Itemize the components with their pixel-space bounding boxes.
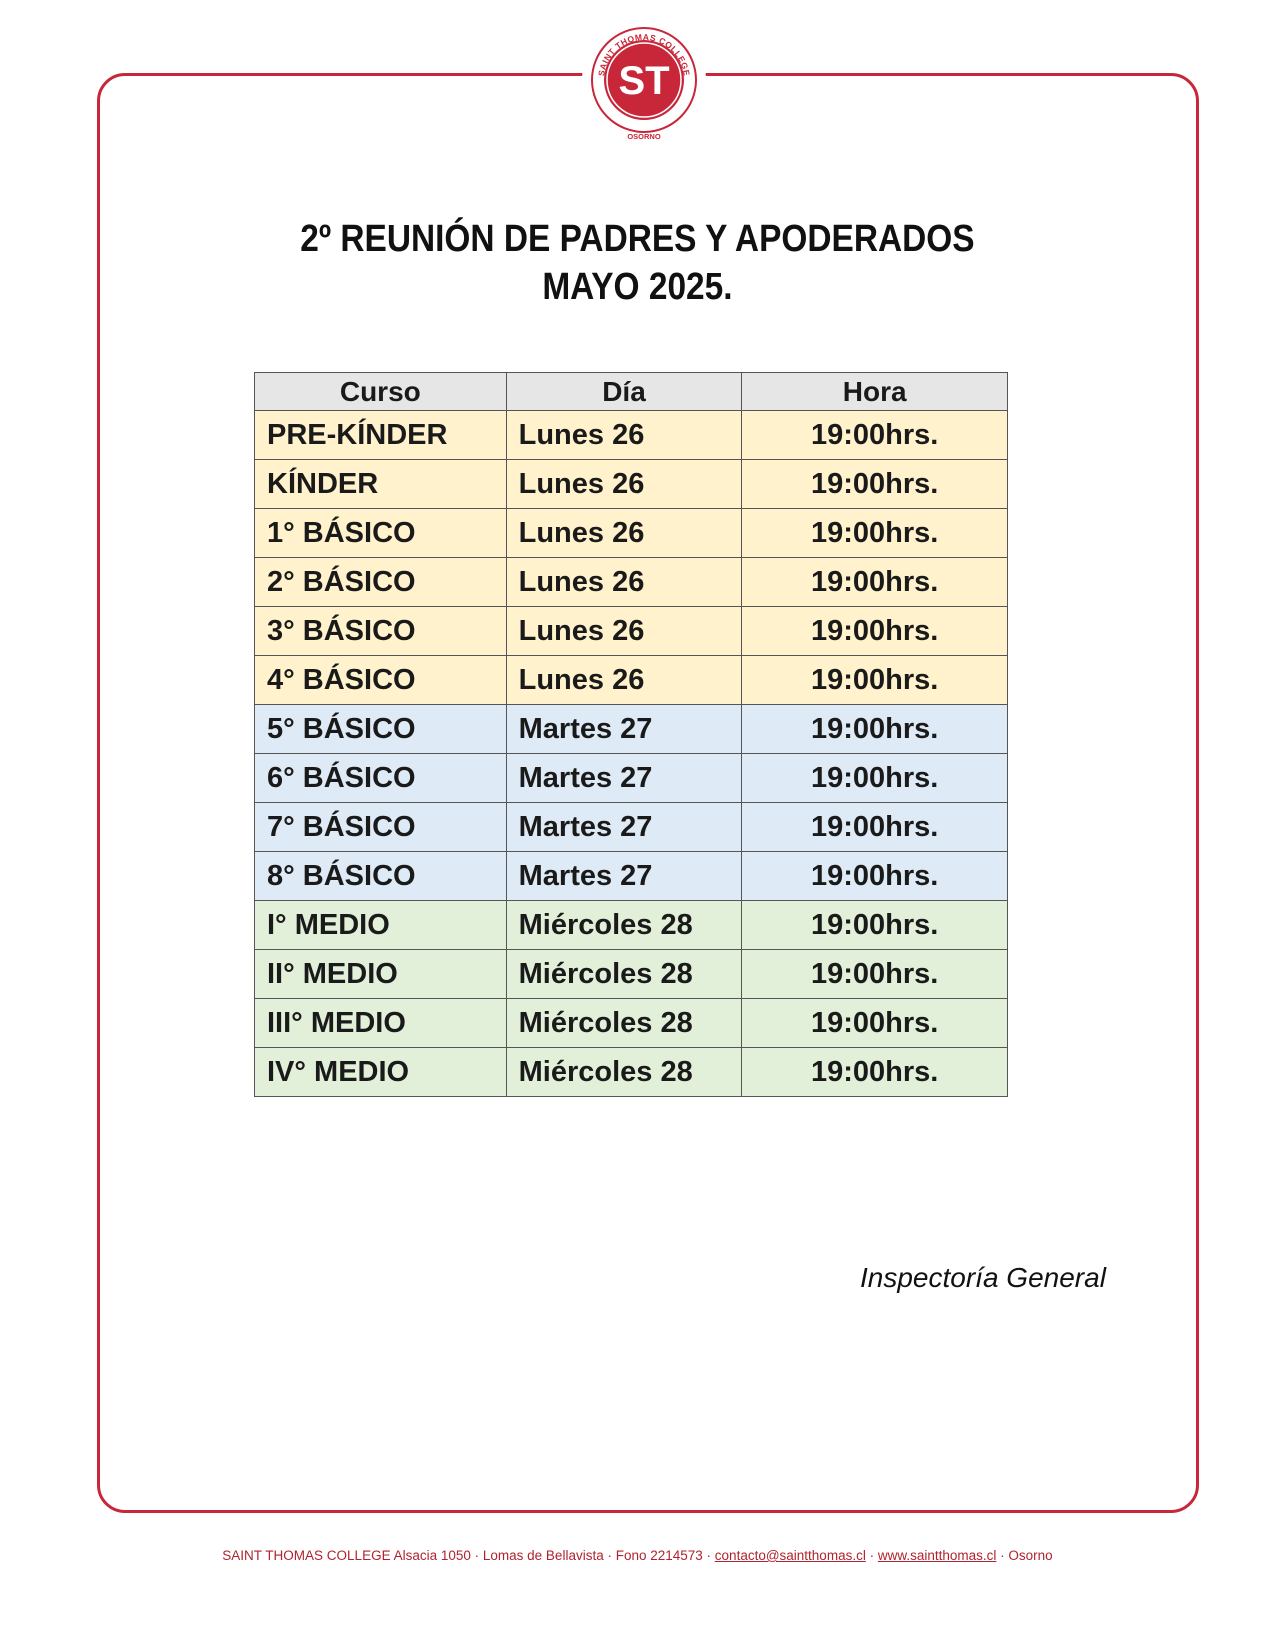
cell-curso: 8° BÁSICO bbox=[255, 852, 507, 901]
cell-curso: I° MEDIO bbox=[255, 901, 507, 950]
cell-curso: IV° MEDIO bbox=[255, 1048, 507, 1097]
header-dia: Día bbox=[506, 373, 742, 411]
footer-college: SAINT THOMAS COLLEGE bbox=[222, 1548, 391, 1563]
table-row bbox=[255, 558, 1008, 607]
table-row bbox=[255, 901, 1008, 950]
table-row bbox=[255, 754, 1008, 803]
cell-curso: KÍNDER bbox=[255, 460, 507, 509]
cell-hora: 19:00hrs. bbox=[742, 705, 1008, 754]
footer-address: Alsacia 1050 · Lomas de Bellavista · Fono 2214573 · bbox=[393, 1548, 712, 1563]
cell-dia: Martes 27 bbox=[506, 852, 742, 901]
table-row bbox=[255, 950, 1008, 999]
header-hora: Hora bbox=[742, 373, 1008, 411]
cell-hora: 19:00hrs. bbox=[742, 950, 1008, 999]
cell-hora: 19:00hrs. bbox=[742, 999, 1008, 1048]
cell-curso: 5° BÁSICO bbox=[255, 705, 507, 754]
college-seal-icon bbox=[582, 18, 706, 142]
cell-hora: 19:00hrs. bbox=[742, 656, 1008, 705]
table-header-row bbox=[255, 373, 1008, 411]
table-row bbox=[255, 607, 1008, 656]
footer-separator: · bbox=[869, 1548, 875, 1563]
header-curso: Curso bbox=[255, 373, 507, 411]
cell-hora: 19:00hrs. bbox=[742, 901, 1008, 950]
cell-hora: 19:00hrs. bbox=[742, 460, 1008, 509]
page-footer bbox=[0, 1548, 1275, 1563]
signature-inspectoria: Inspectoría General bbox=[860, 1262, 1106, 1293]
cell-hora: 19:00hrs. bbox=[742, 1048, 1008, 1097]
cell-hora: 19:00hrs. bbox=[742, 607, 1008, 656]
cell-dia: Lunes 26 bbox=[506, 656, 742, 705]
table-row bbox=[255, 411, 1008, 460]
table-row bbox=[255, 656, 1008, 705]
cell-curso: 6° BÁSICO bbox=[255, 754, 507, 803]
cell-dia: Miércoles 28 bbox=[506, 901, 742, 950]
cell-dia: Lunes 26 bbox=[506, 558, 742, 607]
cell-curso: III° MEDIO bbox=[255, 999, 507, 1048]
cell-curso: 2° BÁSICO bbox=[255, 558, 507, 607]
footer-email-link[interactable]: contacto@saintthomas.cl bbox=[714, 1548, 866, 1563]
cell-dia: Lunes 26 bbox=[506, 509, 742, 558]
cell-dia: Lunes 26 bbox=[506, 607, 742, 656]
cell-dia: Martes 27 bbox=[506, 705, 742, 754]
cell-dia: Lunes 26 bbox=[506, 460, 742, 509]
cell-hora: 19:00hrs. bbox=[742, 558, 1008, 607]
table-row bbox=[255, 999, 1008, 1048]
page-title: 2º REUNIÓN DE PADRES Y APODERADOS bbox=[300, 218, 975, 260]
cell-dia: Martes 27 bbox=[506, 754, 742, 803]
cell-curso: PRE-KÍNDER bbox=[255, 411, 507, 460]
logo-arc-text: SAINT THOMAS COLLEGE bbox=[596, 31, 692, 77]
cell-hora: 19:00hrs. bbox=[742, 411, 1008, 460]
cell-hora: 19:00hrs. bbox=[742, 509, 1008, 558]
table-row bbox=[255, 852, 1008, 901]
cell-curso: 4° BÁSICO bbox=[255, 656, 507, 705]
cell-dia: Miércoles 28 bbox=[506, 950, 742, 999]
cell-curso: 1° BÁSICO bbox=[255, 509, 507, 558]
cell-curso: 7° BÁSICO bbox=[255, 803, 507, 852]
footer-website-link[interactable]: www.saintthomas.cl bbox=[877, 1548, 997, 1563]
table-row bbox=[255, 705, 1008, 754]
cell-curso: 3° BÁSICO bbox=[255, 607, 507, 656]
cell-curso: II° MEDIO bbox=[255, 950, 507, 999]
meeting-schedule-table bbox=[254, 372, 1008, 1097]
cell-dia: Martes 27 bbox=[506, 803, 742, 852]
logo-monogram: ST bbox=[618, 59, 670, 103]
page-subtitle: MAYO 2025. bbox=[542, 266, 733, 308]
cell-dia: Miércoles 28 bbox=[506, 999, 742, 1048]
cell-hora: 19:00hrs. bbox=[742, 754, 1008, 803]
footer-city: · Osorno bbox=[1000, 1548, 1053, 1563]
table-row bbox=[255, 460, 1008, 509]
cell-dia: Miércoles 28 bbox=[506, 1048, 742, 1097]
table-row bbox=[255, 803, 1008, 852]
college-logo bbox=[582, 18, 706, 142]
table-row bbox=[255, 509, 1008, 558]
table-row bbox=[255, 1048, 1008, 1097]
logo-city: OSORNO bbox=[627, 132, 661, 141]
cell-hora: 19:00hrs. bbox=[742, 803, 1008, 852]
cell-dia: Lunes 26 bbox=[506, 411, 742, 460]
cell-hora: 19:00hrs. bbox=[742, 852, 1008, 901]
